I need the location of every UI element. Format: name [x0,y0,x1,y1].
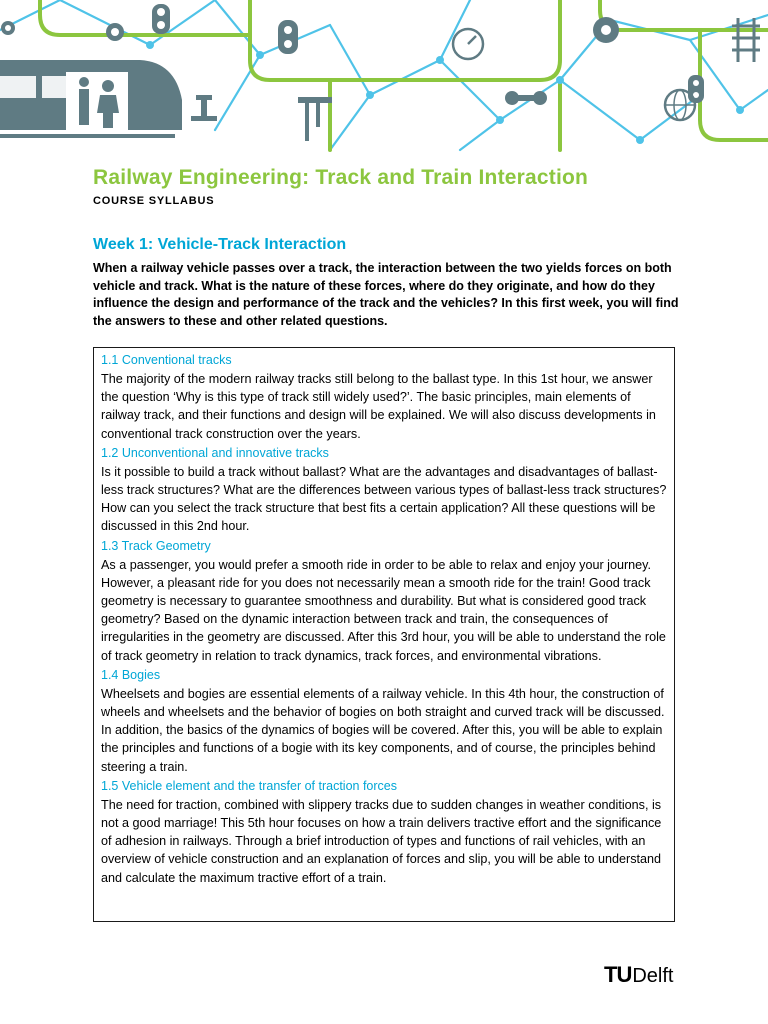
section-body: The majority of the modern railway tracks still belong to the ballast type. In this 1st hour, we answer the question ‘Why is this type of track still widely used?’. The basic principles, main elements of railway track, and their functions and design will be explained. We will also discuss developments in conventional track construction over the years. [101,372,656,441]
week-intro: When a railway vehicle passes over a track, the interaction between the two yields forces on both vehicle and track. What is the nature of these forces, where do they originate, and how do they influence the design and performance of the track and the vehicles? In this first week, you will find the answers to these and other related questions. [93,261,679,328]
section-body: Wheelsets and bogies are essential elements of a railway vehicle. In this 4th hour, the construction of wheels and wheelsets and the behavior of bogies on both straight and curved track will be discussed. In addition, the basics of the dynamics of bogies will be covered. After this, you will be able to explain the principles and functions of a bogie with its key components, and of course, the principles behind steering a train. [101,686,665,774]
section-heading: 1.3 Track Geometry [101,538,211,553]
section-body: As a passenger, you would prefer a smooth ride in order to be able to relax and enjoy your journey. However, a pleasant ride for you does not necessarily mean a smooth ride for the train! Good track geometry is necessary to guarantee smoothness and durability. But what is considered good track geometry? Based on the dynamic interaction between track and train, the consequences of irregularities in the geometry are discussed. After this 3rd hour, you will be able to understand the role of track geometry in relation to track dynamics, track forces, and environmental vibrations. [101,557,666,663]
section-1-2 [101,444,667,536]
logo-delft-text: Delft [632,965,674,987]
section-1-1 [101,351,667,443]
document-subtitle: COURSE SYLLABUS [93,195,215,207]
section-body: The need for traction, combined with slippery tracks due to sudden changes in weather conditions, is not a good marriage! This 5th hour focuses on how a train delivers tractive effort and the significance of adhesion in railways. Through a brief introduction of types and functions of rail vehicles, with an overview of vehicle construction and an explanation of forces and slip, you will be able to understand and calculate the maximum tractive effort of a train. [101,797,662,885]
logo-tu-text: TU [604,962,632,987]
document-title: Railway Engineering: Track and Train Interaction [93,166,589,189]
section-heading: 1.5 Vehicle element and the transfer of traction forces [101,778,398,793]
week-title: Week 1: Vehicle-Track Interaction [93,236,347,253]
section-1-5 [101,777,667,887]
section-1-3 [101,537,667,665]
header-illustration [0,0,768,160]
tudelft-logo [604,952,673,986]
section-heading: 1.4 Bogies [101,667,161,682]
sections-box [93,347,675,922]
section-body: Is it possible to build a track without ballast? What are the advantages and disadvantages of ballast-less track structures? What are the differences between various types of ballast-less track structures? How can you select the track structure that best fits a certain application? All these questions will be discussed in this 2nd hour. [101,464,667,534]
section-heading: 1.2 Unconventional and innovative tracks [101,445,329,460]
section-heading: 1.1 Conventional tracks [101,353,232,367]
section-1-4 [101,666,667,776]
